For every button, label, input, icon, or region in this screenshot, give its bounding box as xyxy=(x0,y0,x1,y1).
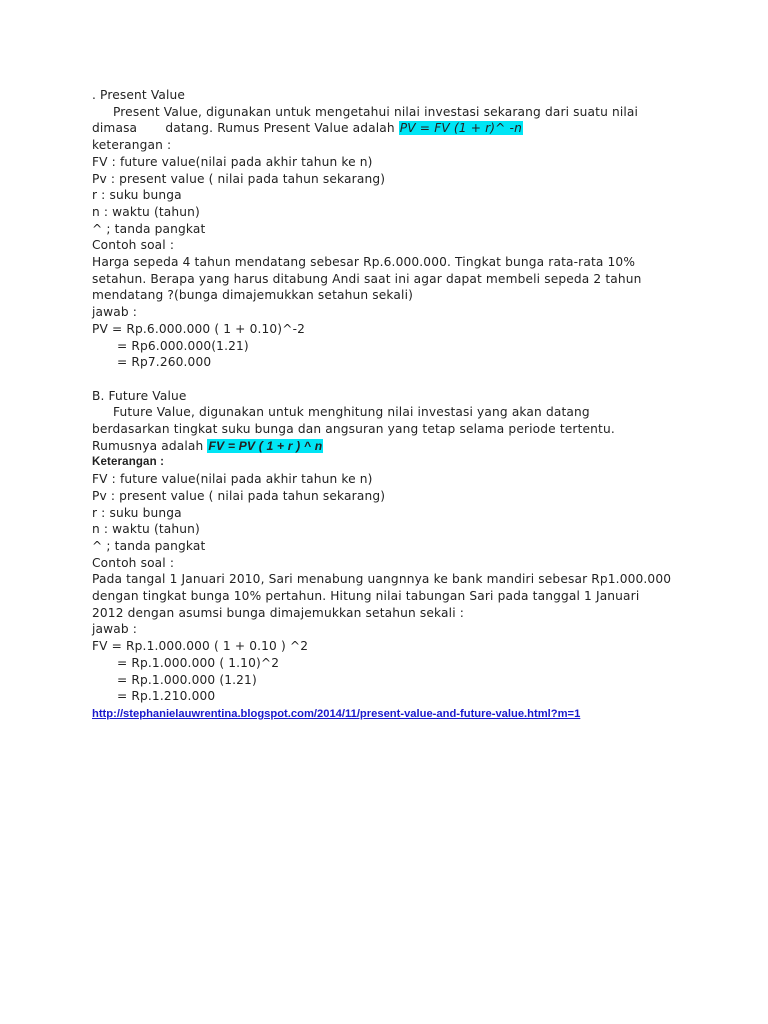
section-b-legend-item: ^ ; tanda pangkat xyxy=(92,538,206,553)
section-b-contoh-label: Contoh soal : xyxy=(92,555,175,570)
section-b-legend-item: n : waktu (tahun) xyxy=(92,522,200,537)
section-a-contoh-label: Contoh soal : xyxy=(92,238,175,253)
section-a-heading: . Present Value xyxy=(92,88,186,102)
section-a-keterangan-label: keterangan : xyxy=(92,138,172,153)
section-b-intro-line-2: berdasarkan tingkat suku bunga dan angsuran yang tetap selama periode tertentu. xyxy=(92,422,615,437)
section-a-legend-item: r : suku bunga xyxy=(92,188,182,203)
section-a-legend-item: n : waktu (tahun) xyxy=(92,204,200,219)
section-b-keterangan-label: Keterangan : xyxy=(92,456,165,469)
section-b-solution-step: = Rp.1.000.000 (1.21) xyxy=(117,672,257,687)
section-b-legend-item: r : suku bunga xyxy=(92,505,182,520)
section-b-formula: FV = PV ( 1 + r ) ^ n xyxy=(208,438,323,453)
section-spacer xyxy=(92,371,662,388)
section-a-intro-prefix: dimasa datang. Rumus Present Value adalah xyxy=(92,121,399,136)
source-link[interactable]: http://stephanielauwrentina.blogspot.com/2014/11/present-value-and-future-value.html?m=1 xyxy=(92,708,581,720)
section-b-intro-prefix: Rumusnya adalah xyxy=(92,438,208,453)
section-a-legend-item: FV : future value(nilai pada akhir tahun ke n) xyxy=(92,154,373,169)
section-b-jawab-label: jawab : xyxy=(92,622,138,637)
section-b-solution-step: = Rp.1.210.000 xyxy=(117,689,216,704)
section-a-legend-item: Pv : present value ( nilai pada tahun sekarang) xyxy=(92,171,386,186)
section-b-legend-item: FV : future value(nilai pada akhir tahun ke n) xyxy=(92,472,373,487)
section-a-problem-line: Harga sepeda 4 tahun mendatang sebesar Rp.6.000.000. Tingkat bunga rata-rata 10% xyxy=(92,255,636,270)
section-a-legend-item: ^ ; tanda pangkat xyxy=(92,221,206,236)
section-a-solution-step: = Rp7.260.000 xyxy=(117,355,212,370)
source-link-row xyxy=(92,705,662,723)
section-b-solution-line: FV = Rp.1.000.000 ( 1 + 0.10 ) ^2 xyxy=(92,639,309,654)
section-b-legend-item: Pv : present value ( nilai pada tahun sekarang) xyxy=(92,488,386,503)
section-b-solution-step: = Rp.1.000.000 ( 1.10)^2 xyxy=(117,655,280,670)
section-a-intro-line-2 xyxy=(92,120,662,137)
section-b-intro-line-3 xyxy=(92,438,662,455)
section-b-intro-line-1: Future Value, digunakan untuk menghitung nilai investasi yang akan datang xyxy=(113,405,590,420)
document-body xyxy=(92,87,672,723)
section-a-intro-line-1: Present Value, digunakan untuk mengetahui nilai investasi sekarang dari suatu nilai xyxy=(113,104,639,119)
section-b-problem-line: dengan tingkat bunga 10% pertahun. Hitung nilai tabungan Sari pada tanggal 1 Januari xyxy=(92,589,640,604)
section-b-problem-line: Pada tangal 1 Januari 2010, Sari menabung uangnnya ke bank mandiri sebesar Rp1.000.000 xyxy=(92,572,672,587)
section-a-problem-line: setahun. Berapa yang harus ditabung Andi saat ini agar dapat membeli sepeda 2 tahun xyxy=(92,271,642,286)
section-a-solution-line: PV = Rp.6.000.000 ( 1 + 0.10)^-2 xyxy=(92,321,306,336)
section-a-formula: PV = FV (1 + r)^ -n xyxy=(399,121,522,136)
section-a-solution-step: = Rp6.000.000(1.21) xyxy=(117,338,249,353)
section-a-jawab-label: jawab : xyxy=(92,305,138,320)
section-b-heading: B. Future Value xyxy=(92,388,187,403)
section-b-problem-line: 2012 dengan asumsi bunga dimajemukkan setahun sekali : xyxy=(92,605,465,620)
section-a-problem-line: mendatang ?(bunga dimajemukkan setahun sekali) xyxy=(92,288,414,303)
